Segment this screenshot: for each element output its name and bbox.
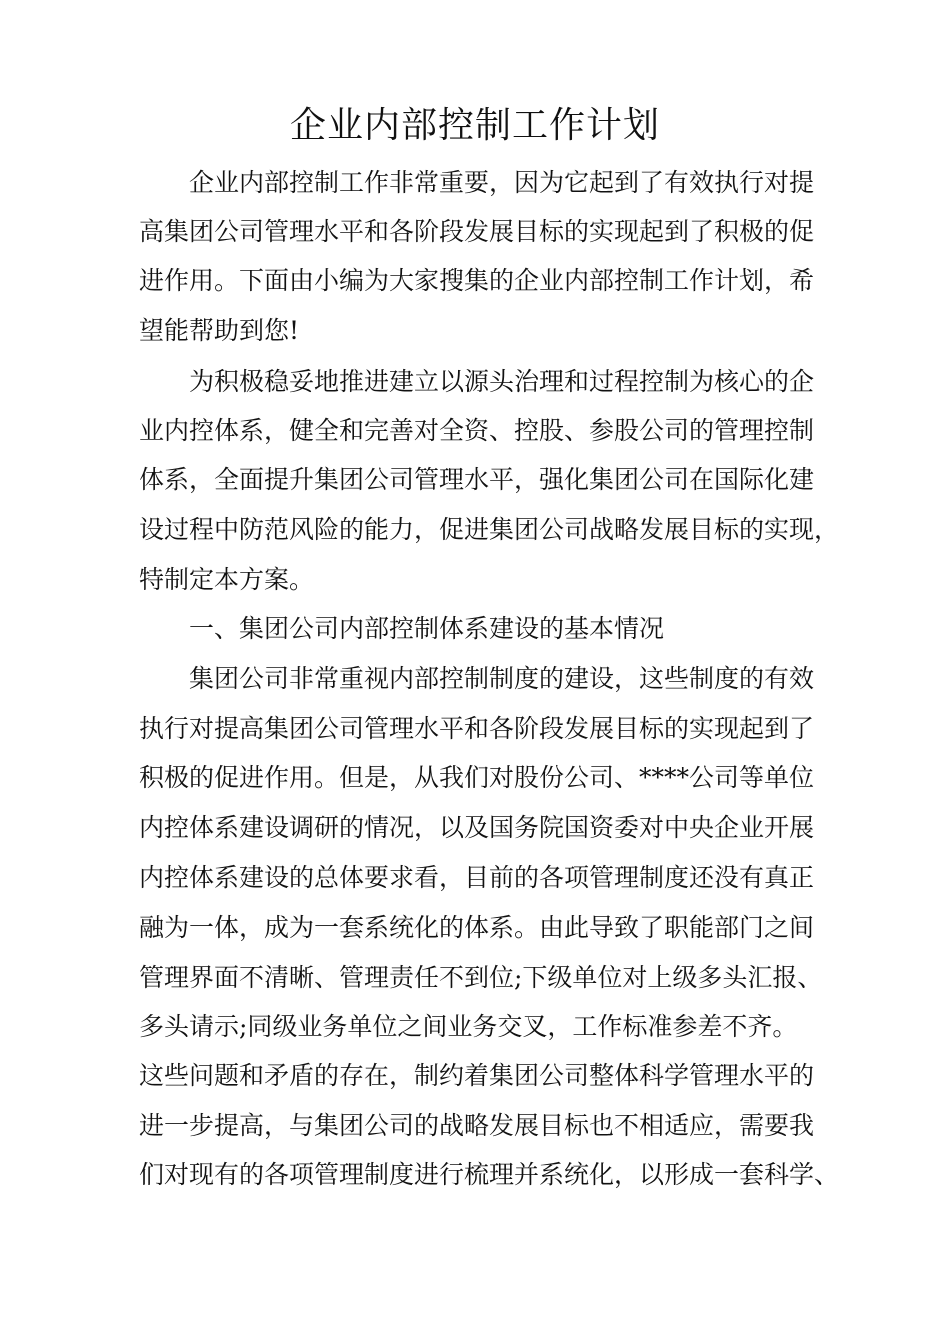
paragraph-line: 为积极稳妥地推进建立以源头治理和过程控制为核心的企 (189, 367, 815, 396)
paragraph-line: 这些问题和矛盾的存在，制约着集团公司整体科学管理水平的 (139, 1061, 815, 1090)
paragraph-line: 望能帮助到您! (139, 316, 300, 345)
paragraph-line: 体系，全面提升集团公司管理水平，强化集团公司在国际化建 (139, 465, 815, 494)
paragraph-line: 高集团公司管理水平和各阶段发展目标的实现起到了积极的促 (139, 217, 815, 246)
paragraph-line: 执行对提高集团公司管理水平和各阶段发展目标的实现起到了 (139, 714, 815, 743)
paragraph-line: 设过程中防范风险的能力，促进集团公司战略发展目标的实现， (139, 515, 840, 544)
paragraph-line: 管理界面不清晰、管理责任不到位;下级单位对上级多头汇报、 (139, 963, 823, 992)
paragraph-line: 进一步提高，与集团公司的战略发展目标也不相适应，需要我 (139, 1111, 815, 1140)
paragraph-line: 集团公司非常重视内部控制制度的建设，这些制度的有效 (189, 664, 815, 693)
paragraph-line: 企业内部控制工作非常重要，因为它起到了有效执行对提 (189, 168, 815, 197)
paragraph-line: 多头请示;同级业务单位之间业务交叉，工作标准参差不齐。 (139, 1012, 798, 1041)
paragraph-line: 进作用。下面由小编为大家搜集的企业内部控制工作计划，希 (139, 266, 815, 295)
paragraph-line: 内控体系建设的总体要求看，目前的各项管理制度还没有真正 (139, 863, 815, 892)
paragraph-line: 融为一体，成为一套系统化的体系。由此导致了职能部门之间 (139, 913, 815, 942)
paragraph-line: 业内控体系，健全和完善对全资、控股、参股公司的管理控制 (139, 416, 815, 445)
paragraph-line: 们对现有的各项管理制度进行梳理并系统化，以形成一套科学、 (139, 1160, 840, 1189)
paragraph-line: 积极的促进作用。但是，从我们对股份公司、****公司等单位 (139, 763, 815, 792)
document-title: 企业内部控制工作计划 (289, 105, 660, 146)
section-heading: 一、集团公司内部控制体系建设的基本情况 (189, 614, 665, 643)
paragraph-line: 特制定本方案。 (139, 565, 315, 594)
paragraph-line: 内控体系建设调研的情况，以及国务院国资委对中央企业开展 (139, 813, 815, 842)
